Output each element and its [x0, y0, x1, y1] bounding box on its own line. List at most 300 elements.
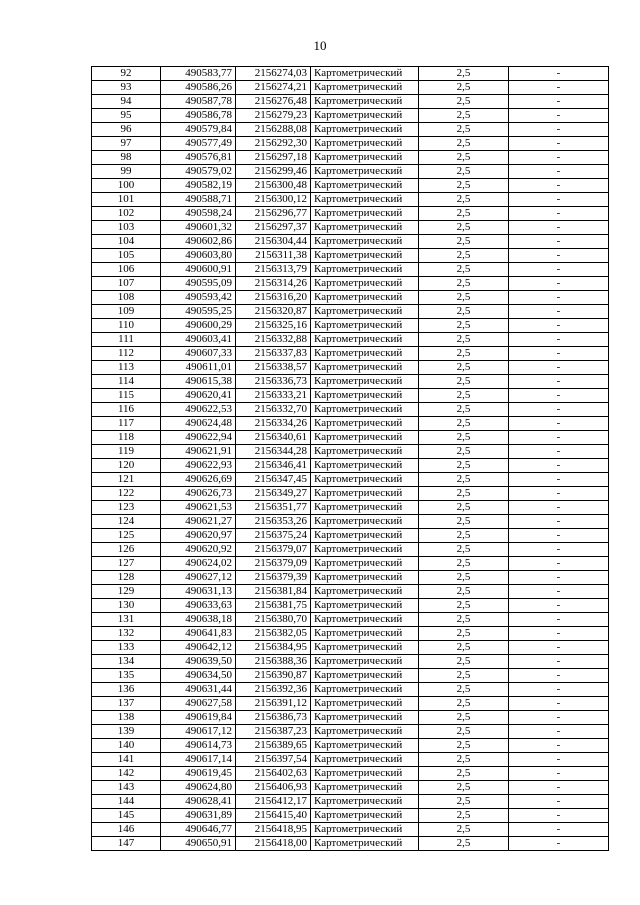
table-row	[92, 389, 609, 403]
accuracy-cell: 2,5	[419, 753, 509, 767]
accuracy-cell: 2,5	[419, 123, 509, 137]
accuracy-cell: 2,5	[419, 557, 509, 571]
x-coordinate-cell: 490619,45	[161, 767, 236, 781]
point-number-cell: 96	[92, 123, 161, 137]
x-coordinate-cell: 490622,53	[161, 403, 236, 417]
method-cell: Картометрический	[311, 109, 419, 123]
accuracy-cell: 2,5	[419, 333, 509, 347]
x-coordinate-cell: 490607,33	[161, 347, 236, 361]
x-coordinate-cell: 490593,42	[161, 291, 236, 305]
description-cell: -	[509, 109, 609, 123]
method-cell: Картометрический	[311, 669, 419, 683]
description-cell: -	[509, 613, 609, 627]
description-cell: -	[509, 585, 609, 599]
table-row	[92, 543, 609, 557]
accuracy-cell: 2,5	[419, 445, 509, 459]
x-coordinate-cell: 490631,89	[161, 809, 236, 823]
y-coordinate-cell: 2156380,70	[236, 613, 311, 627]
method-cell: Картометрический	[311, 655, 419, 669]
x-coordinate-cell: 490615,38	[161, 375, 236, 389]
x-coordinate-cell: 490626,69	[161, 473, 236, 487]
accuracy-cell: 2,5	[419, 697, 509, 711]
point-number-cell: 97	[92, 137, 161, 151]
y-coordinate-cell: 2156387,23	[236, 725, 311, 739]
x-coordinate-cell: 490611,01	[161, 361, 236, 375]
point-number-cell: 116	[92, 403, 161, 417]
point-number-cell: 135	[92, 669, 161, 683]
y-coordinate-cell: 2156418,00	[236, 837, 311, 851]
method-cell: Картометрический	[311, 473, 419, 487]
method-cell: Картометрический	[311, 137, 419, 151]
method-cell: Картометрический	[311, 431, 419, 445]
point-number-cell: 103	[92, 221, 161, 235]
x-coordinate-cell: 490621,53	[161, 501, 236, 515]
accuracy-cell: 2,5	[419, 277, 509, 291]
table-row	[92, 333, 609, 347]
x-coordinate-cell: 490620,92	[161, 543, 236, 557]
method-cell: Картометрический	[311, 193, 419, 207]
method-cell: Картометрический	[311, 277, 419, 291]
y-coordinate-cell: 2156274,03	[236, 67, 311, 81]
table-row	[92, 557, 609, 571]
y-coordinate-cell: 2156337,83	[236, 347, 311, 361]
table-row	[92, 837, 609, 851]
description-cell: -	[509, 431, 609, 445]
method-cell: Картометрический	[311, 599, 419, 613]
y-coordinate-cell: 2156300,48	[236, 179, 311, 193]
table-row	[92, 445, 609, 459]
point-number-cell: 126	[92, 543, 161, 557]
method-cell: Картометрический	[311, 403, 419, 417]
description-cell: -	[509, 193, 609, 207]
table-row	[92, 431, 609, 445]
method-cell: Картометрический	[311, 291, 419, 305]
table-row	[92, 739, 609, 753]
y-coordinate-cell: 2156379,09	[236, 557, 311, 571]
accuracy-cell: 2,5	[419, 473, 509, 487]
method-cell: Картометрический	[311, 95, 419, 109]
accuracy-cell: 2,5	[419, 137, 509, 151]
point-number-cell: 133	[92, 641, 161, 655]
description-cell: -	[509, 305, 609, 319]
point-number-cell: 112	[92, 347, 161, 361]
y-coordinate-cell: 2156340,61	[236, 431, 311, 445]
description-cell: -	[509, 739, 609, 753]
y-coordinate-cell: 2156336,73	[236, 375, 311, 389]
description-cell: -	[509, 473, 609, 487]
point-number-cell: 138	[92, 711, 161, 725]
table-row	[92, 725, 609, 739]
table-row	[92, 809, 609, 823]
description-cell: -	[509, 697, 609, 711]
y-coordinate-cell: 2156333,21	[236, 389, 311, 403]
y-coordinate-cell: 2156390,87	[236, 669, 311, 683]
method-cell: Картометрический	[311, 361, 419, 375]
y-coordinate-cell: 2156415,40	[236, 809, 311, 823]
point-number-cell: 93	[92, 81, 161, 95]
y-coordinate-cell: 2156313,79	[236, 263, 311, 277]
point-number-cell: 132	[92, 627, 161, 641]
coordinates-table	[91, 66, 609, 851]
point-number-cell: 147	[92, 837, 161, 851]
y-coordinate-cell: 2156276,48	[236, 95, 311, 109]
method-cell: Картометрический	[311, 165, 419, 179]
description-cell: -	[509, 711, 609, 725]
y-coordinate-cell: 2156379,07	[236, 543, 311, 557]
method-cell: Картометрический	[311, 711, 419, 725]
point-number-cell: 131	[92, 613, 161, 627]
accuracy-cell: 2,5	[419, 165, 509, 179]
description-cell: -	[509, 235, 609, 249]
method-cell: Картометрический	[311, 445, 419, 459]
x-coordinate-cell: 490624,80	[161, 781, 236, 795]
method-cell: Картометрический	[311, 333, 419, 347]
accuracy-cell: 2,5	[419, 431, 509, 445]
method-cell: Картометрический	[311, 739, 419, 753]
accuracy-cell: 2,5	[419, 809, 509, 823]
description-cell: -	[509, 123, 609, 137]
accuracy-cell: 2,5	[419, 361, 509, 375]
table-row	[92, 459, 609, 473]
x-coordinate-cell: 490595,25	[161, 305, 236, 319]
accuracy-cell: 2,5	[419, 375, 509, 389]
x-coordinate-cell: 490627,12	[161, 571, 236, 585]
accuracy-cell: 2,5	[419, 599, 509, 613]
x-coordinate-cell: 490588,71	[161, 193, 236, 207]
description-cell: -	[509, 151, 609, 165]
accuracy-cell: 2,5	[419, 613, 509, 627]
point-number-cell: 141	[92, 753, 161, 767]
table-row	[92, 179, 609, 193]
description-cell: -	[509, 501, 609, 515]
y-coordinate-cell: 2156332,70	[236, 403, 311, 417]
point-number-cell: 143	[92, 781, 161, 795]
table-row	[92, 823, 609, 837]
table-row	[92, 697, 609, 711]
x-coordinate-cell: 490622,93	[161, 459, 236, 473]
method-cell: Картометрический	[311, 417, 419, 431]
accuracy-cell: 2,5	[419, 81, 509, 95]
description-cell: -	[509, 599, 609, 613]
description-cell: -	[509, 361, 609, 375]
y-coordinate-cell: 2156288,08	[236, 123, 311, 137]
y-coordinate-cell: 2156320,87	[236, 305, 311, 319]
x-coordinate-cell: 490586,26	[161, 81, 236, 95]
accuracy-cell: 2,5	[419, 193, 509, 207]
description-cell: -	[509, 543, 609, 557]
y-coordinate-cell: 2156397,54	[236, 753, 311, 767]
table-row	[92, 515, 609, 529]
accuracy-cell: 2,5	[419, 389, 509, 403]
x-coordinate-cell: 490621,27	[161, 515, 236, 529]
table-row	[92, 221, 609, 235]
x-coordinate-cell: 490646,77	[161, 823, 236, 837]
table-row	[92, 655, 609, 669]
y-coordinate-cell: 2156332,88	[236, 333, 311, 347]
description-cell: -	[509, 417, 609, 431]
method-cell: Картометрический	[311, 557, 419, 571]
description-cell: -	[509, 809, 609, 823]
description-cell: -	[509, 375, 609, 389]
description-cell: -	[509, 627, 609, 641]
method-cell: Картометрический	[311, 67, 419, 81]
description-cell: -	[509, 515, 609, 529]
y-coordinate-cell: 2156334,26	[236, 417, 311, 431]
method-cell: Картометрический	[311, 767, 419, 781]
point-number-cell: 146	[92, 823, 161, 837]
accuracy-cell: 2,5	[419, 683, 509, 697]
point-number-cell: 117	[92, 417, 161, 431]
description-cell: -	[509, 571, 609, 585]
point-number-cell: 110	[92, 319, 161, 333]
accuracy-cell: 2,5	[419, 543, 509, 557]
accuracy-cell: 2,5	[419, 179, 509, 193]
table-row	[92, 627, 609, 641]
table-row	[92, 151, 609, 165]
y-coordinate-cell: 2156297,18	[236, 151, 311, 165]
table-row	[92, 347, 609, 361]
method-cell: Картометрический	[311, 347, 419, 361]
table-row	[92, 193, 609, 207]
table-row	[92, 753, 609, 767]
x-coordinate-cell: 490624,48	[161, 417, 236, 431]
point-number-cell: 123	[92, 501, 161, 515]
table-row	[92, 795, 609, 809]
point-number-cell: 130	[92, 599, 161, 613]
x-coordinate-cell: 490579,02	[161, 165, 236, 179]
point-number-cell: 142	[92, 767, 161, 781]
point-number-cell: 134	[92, 655, 161, 669]
y-coordinate-cell: 2156402,63	[236, 767, 311, 781]
coordinates-table-body	[92, 67, 609, 851]
method-cell: Картометрический	[311, 697, 419, 711]
accuracy-cell: 2,5	[419, 669, 509, 683]
y-coordinate-cell: 2156418,95	[236, 823, 311, 837]
accuracy-cell: 2,5	[419, 207, 509, 221]
y-coordinate-cell: 2156379,39	[236, 571, 311, 585]
y-coordinate-cell: 2156297,37	[236, 221, 311, 235]
point-number-cell: 101	[92, 193, 161, 207]
table-row	[92, 417, 609, 431]
description-cell: -	[509, 277, 609, 291]
x-coordinate-cell: 490586,78	[161, 109, 236, 123]
table-row	[92, 81, 609, 95]
point-number-cell: 99	[92, 165, 161, 179]
accuracy-cell: 2,5	[419, 739, 509, 753]
method-cell: Картометрический	[311, 235, 419, 249]
x-coordinate-cell: 490639,50	[161, 655, 236, 669]
y-coordinate-cell: 2156292,30	[236, 137, 311, 151]
point-number-cell: 136	[92, 683, 161, 697]
method-cell: Картометрический	[311, 249, 419, 263]
method-cell: Картометрический	[311, 221, 419, 235]
description-cell: -	[509, 403, 609, 417]
x-coordinate-cell: 490600,29	[161, 319, 236, 333]
description-cell: -	[509, 95, 609, 109]
method-cell: Картометрический	[311, 585, 419, 599]
x-coordinate-cell: 490600,91	[161, 263, 236, 277]
y-coordinate-cell: 2156382,05	[236, 627, 311, 641]
description-cell: -	[509, 319, 609, 333]
point-number-cell: 119	[92, 445, 161, 459]
x-coordinate-cell: 490617,12	[161, 725, 236, 739]
x-coordinate-cell: 490622,94	[161, 431, 236, 445]
x-coordinate-cell: 490628,41	[161, 795, 236, 809]
accuracy-cell: 2,5	[419, 585, 509, 599]
method-cell: Картометрический	[311, 571, 419, 585]
accuracy-cell: 2,5	[419, 767, 509, 781]
table-row	[92, 263, 609, 277]
y-coordinate-cell: 2156325,16	[236, 319, 311, 333]
table-row	[92, 123, 609, 137]
description-cell: -	[509, 837, 609, 851]
description-cell: -	[509, 781, 609, 795]
method-cell: Картометрический	[311, 529, 419, 543]
description-cell: -	[509, 263, 609, 277]
point-number-cell: 121	[92, 473, 161, 487]
table-row	[92, 165, 609, 179]
description-cell: -	[509, 81, 609, 95]
y-coordinate-cell: 2156347,45	[236, 473, 311, 487]
accuracy-cell: 2,5	[419, 151, 509, 165]
y-coordinate-cell: 2156311,38	[236, 249, 311, 263]
table-row	[92, 95, 609, 109]
point-number-cell: 107	[92, 277, 161, 291]
x-coordinate-cell: 490619,84	[161, 711, 236, 725]
table-row	[92, 137, 609, 151]
x-coordinate-cell: 490587,78	[161, 95, 236, 109]
method-cell: Картометрический	[311, 809, 419, 823]
point-number-cell: 102	[92, 207, 161, 221]
y-coordinate-cell: 2156389,65	[236, 739, 311, 753]
point-number-cell: 104	[92, 235, 161, 249]
description-cell: -	[509, 67, 609, 81]
method-cell: Картометрический	[311, 319, 419, 333]
accuracy-cell: 2,5	[419, 291, 509, 305]
point-number-cell: 122	[92, 487, 161, 501]
y-coordinate-cell: 2156304,44	[236, 235, 311, 249]
table-row	[92, 291, 609, 305]
description-cell: -	[509, 641, 609, 655]
accuracy-cell: 2,5	[419, 641, 509, 655]
description-cell: -	[509, 725, 609, 739]
method-cell: Картометрический	[311, 641, 419, 655]
table-row	[92, 487, 609, 501]
method-cell: Картометрический	[311, 123, 419, 137]
description-cell: -	[509, 179, 609, 193]
accuracy-cell: 2,5	[419, 109, 509, 123]
method-cell: Картометрический	[311, 305, 419, 319]
table-row	[92, 473, 609, 487]
x-coordinate-cell: 490598,24	[161, 207, 236, 221]
point-number-cell: 92	[92, 67, 161, 81]
accuracy-cell: 2,5	[419, 319, 509, 333]
table-row	[92, 207, 609, 221]
x-coordinate-cell: 490620,41	[161, 389, 236, 403]
description-cell: -	[509, 487, 609, 501]
method-cell: Картометрический	[311, 627, 419, 641]
y-coordinate-cell: 2156299,46	[236, 165, 311, 179]
table-row	[92, 711, 609, 725]
y-coordinate-cell: 2156384,95	[236, 641, 311, 655]
accuracy-cell: 2,5	[419, 403, 509, 417]
x-coordinate-cell: 490631,44	[161, 683, 236, 697]
method-cell: Картометрический	[311, 501, 419, 515]
table-row	[92, 305, 609, 319]
table-row	[92, 599, 609, 613]
method-cell: Картометрический	[311, 823, 419, 837]
point-number-cell: 105	[92, 249, 161, 263]
x-coordinate-cell: 490624,02	[161, 557, 236, 571]
x-coordinate-cell: 490634,50	[161, 669, 236, 683]
accuracy-cell: 2,5	[419, 823, 509, 837]
x-coordinate-cell: 490627,58	[161, 697, 236, 711]
description-cell: -	[509, 557, 609, 571]
description-cell: -	[509, 333, 609, 347]
point-number-cell: 94	[92, 95, 161, 109]
y-coordinate-cell: 2156296,77	[236, 207, 311, 221]
point-number-cell: 106	[92, 263, 161, 277]
table-row	[92, 375, 609, 389]
method-cell: Картометрический	[311, 795, 419, 809]
method-cell: Картометрический	[311, 613, 419, 627]
table-row	[92, 585, 609, 599]
table-row	[92, 277, 609, 291]
accuracy-cell: 2,5	[419, 249, 509, 263]
x-coordinate-cell: 490579,84	[161, 123, 236, 137]
accuracy-cell: 2,5	[419, 795, 509, 809]
y-coordinate-cell: 2156381,84	[236, 585, 311, 599]
method-cell: Картометрический	[311, 781, 419, 795]
point-number-cell: 129	[92, 585, 161, 599]
x-coordinate-cell: 490601,32	[161, 221, 236, 235]
point-number-cell: 118	[92, 431, 161, 445]
method-cell: Картометрический	[311, 207, 419, 221]
y-coordinate-cell: 2156346,41	[236, 459, 311, 473]
x-coordinate-cell: 490577,49	[161, 137, 236, 151]
table-row	[92, 67, 609, 81]
point-number-cell: 120	[92, 459, 161, 473]
method-cell: Картометрический	[311, 263, 419, 277]
point-number-cell: 109	[92, 305, 161, 319]
accuracy-cell: 2,5	[419, 67, 509, 81]
accuracy-cell: 2,5	[419, 627, 509, 641]
point-number-cell: 139	[92, 725, 161, 739]
accuracy-cell: 2,5	[419, 95, 509, 109]
y-coordinate-cell: 2156388,36	[236, 655, 311, 669]
x-coordinate-cell: 490621,91	[161, 445, 236, 459]
description-cell: -	[509, 291, 609, 305]
x-coordinate-cell: 490576,81	[161, 151, 236, 165]
page-number: 10	[313, 38, 327, 53]
method-cell: Картометрический	[311, 753, 419, 767]
point-number-cell: 114	[92, 375, 161, 389]
table-row	[92, 361, 609, 375]
point-number-cell: 128	[92, 571, 161, 585]
x-coordinate-cell: 490631,13	[161, 585, 236, 599]
y-coordinate-cell: 2156274,21	[236, 81, 311, 95]
table-row	[92, 529, 609, 543]
method-cell: Картометрический	[311, 725, 419, 739]
x-coordinate-cell: 490633,63	[161, 599, 236, 613]
accuracy-cell: 2,5	[419, 529, 509, 543]
y-coordinate-cell: 2156375,24	[236, 529, 311, 543]
table-row	[92, 501, 609, 515]
x-coordinate-cell: 490603,80	[161, 249, 236, 263]
y-coordinate-cell: 2156412,17	[236, 795, 311, 809]
point-number-cell: 140	[92, 739, 161, 753]
table-row	[92, 235, 609, 249]
